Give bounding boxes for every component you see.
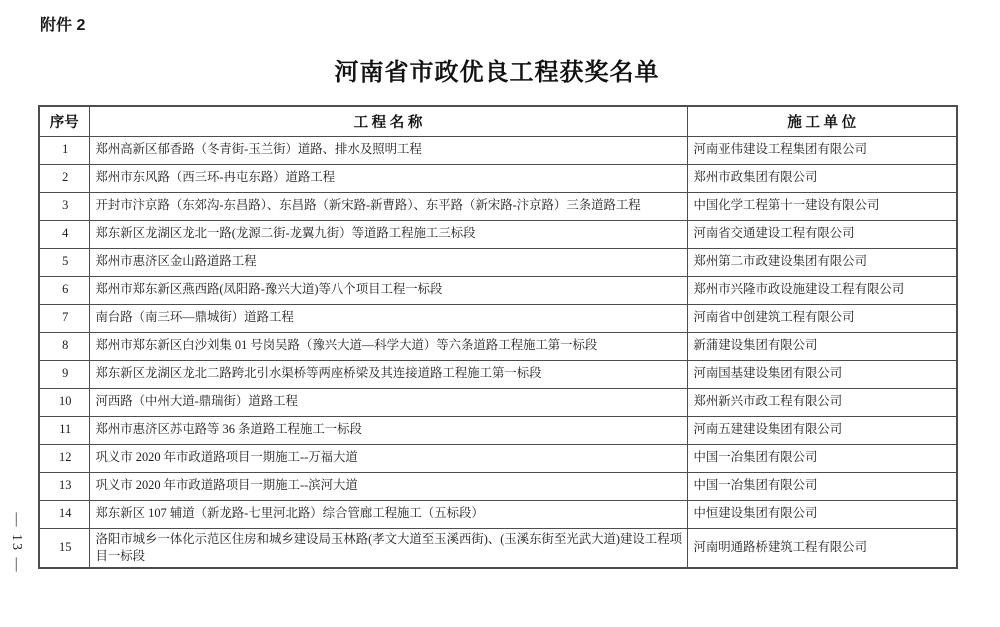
row-company: 河南省中创建筑工程有限公司	[687, 304, 957, 332]
header-no: 序号	[39, 106, 89, 136]
table-row	[39, 276, 957, 304]
award-table	[38, 105, 958, 569]
row-project: 洛阳市城乡一体化示范区住房和城乡建设局玉林路(孝文大道至玉溪西街)、(玉溪东街至光武大道)建设工程项目一标段	[89, 528, 687, 568]
row-company: 郑州市兴隆市政设施建设工程有限公司	[687, 276, 957, 304]
row-no: 1	[39, 136, 89, 164]
row-project: 郑东新区龙湖区龙北二路跨北引水渠桥等两座桥梁及其连接道路工程施工第一标段	[89, 360, 687, 388]
row-company: 河南省交通建设工程有限公司	[687, 220, 957, 248]
row-no: 9	[39, 360, 89, 388]
row-project: 河西路（中州大道-鼎瑞街）道路工程	[89, 388, 687, 416]
row-project: 郑州市惠济区金山路道路工程	[89, 248, 687, 276]
table-row	[39, 416, 957, 444]
row-project: 南台路（南三环—鼎城街）道路工程	[89, 304, 687, 332]
table-row	[39, 444, 957, 472]
row-project: 郑州市惠济区苏屯路等 36 条道路工程施工一标段	[89, 416, 687, 444]
row-no: 6	[39, 276, 89, 304]
row-project: 郑州市郑东新区燕西路(凤阳路-豫兴大道)等八个项目工程一标段	[89, 276, 687, 304]
row-project: 郑州市郑东新区白沙刘集 01 号岗吴路（豫兴大道—科学大道）等六条道路工程施工第一标段	[89, 332, 687, 360]
table-row	[39, 388, 957, 416]
table-row	[39, 192, 957, 220]
row-project: 郑州市东风路（西三环-冉屯东路）道路工程	[89, 164, 687, 192]
row-project: 巩义市 2020 年市政道路项目一期施工--万福大道	[89, 444, 687, 472]
row-no: 7	[39, 304, 89, 332]
row-company: 郑州第二市政建设集团有限公司	[687, 248, 957, 276]
table-row	[39, 332, 957, 360]
table-row	[39, 136, 957, 164]
row-no: 15	[39, 528, 89, 568]
row-company: 河南明通路桥建筑工程有限公司	[687, 528, 957, 568]
row-company: 中恒建设集团有限公司	[687, 500, 957, 528]
row-no: 8	[39, 332, 89, 360]
row-no: 5	[39, 248, 89, 276]
page-title: 河南省市政优良工程获奖名单	[334, 59, 660, 86]
table-row	[39, 500, 957, 528]
row-project: 巩义市 2020 年市政道路项目一期施工--滨河大道	[89, 472, 687, 500]
table-row	[39, 220, 957, 248]
row-company: 新蒲建设集团有限公司	[687, 332, 957, 360]
row-project: 郑东新区龙湖区龙北一路(龙源二街-龙翼九街）等道路工程施工三标段	[89, 220, 687, 248]
row-company: 中国一冶集团有限公司	[687, 444, 957, 472]
row-company: 郑州市政集团有限公司	[687, 164, 957, 192]
row-no: 2	[39, 164, 89, 192]
row-company: 河南国基建设集团有限公司	[687, 360, 957, 388]
row-company: 中国化学工程第十一建设有限公司	[687, 192, 957, 220]
row-company: 河南亚伟建设工程集团有限公司	[687, 136, 957, 164]
table-row	[39, 360, 957, 388]
row-no: 11	[39, 416, 89, 444]
row-company: 郑州新兴市政工程有限公司	[687, 388, 957, 416]
row-project: 郑州高新区郁香路（冬青街-玉兰街）道路、排水及照明工程	[89, 136, 687, 164]
table-header-row	[39, 106, 957, 136]
row-project: 开封市汴京路（东郊沟-东昌路）、东昌路（新宋路-新曹路）、东平路（新宋路-汴京路）三条道路工程	[89, 192, 687, 220]
table-row	[39, 304, 957, 332]
row-no: 12	[39, 444, 89, 472]
row-project: 郑东新区 107 辅道（新龙路-七里河北路）综合管廊工程施工（五标段）	[89, 500, 687, 528]
table-row	[39, 248, 957, 276]
row-no: 4	[39, 220, 89, 248]
attachment-label: 附件 2	[40, 17, 86, 34]
page-number: — 13 —	[9, 512, 24, 574]
row-company: 中国一冶集团有限公司	[687, 472, 957, 500]
row-no: 13	[39, 472, 89, 500]
row-no: 10	[39, 388, 89, 416]
header-project-name: 工 程 名 称	[89, 106, 687, 136]
table-row	[39, 472, 957, 500]
table-row	[39, 528, 957, 568]
row-no: 14	[39, 500, 89, 528]
row-company: 河南五建建设集团有限公司	[687, 416, 957, 444]
header-construction-unit: 施 工 单 位	[687, 106, 957, 136]
row-no: 3	[39, 192, 89, 220]
table-row	[39, 164, 957, 192]
